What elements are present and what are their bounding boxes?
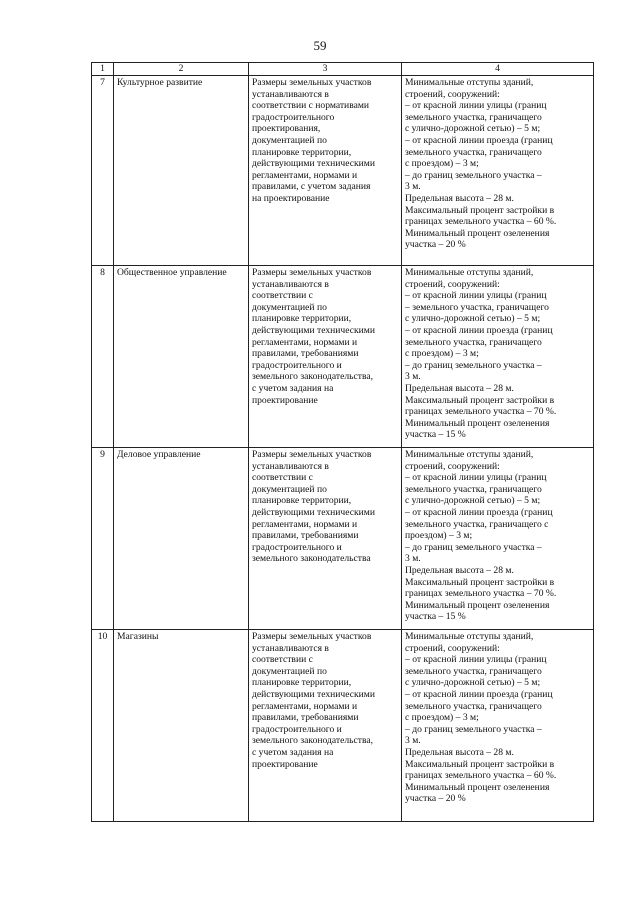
table-row <box>92 630 594 822</box>
cell-line: правилами, с учетом задания <box>252 181 371 193</box>
cell-line: правилами, требованиями <box>252 712 359 724</box>
cell-line: границах земельного участка – 60 %. <box>405 216 557 228</box>
cell-line: 3 м. <box>405 181 421 193</box>
cell-line: 3 м. <box>405 371 421 383</box>
plot-size-cell <box>249 448 402 630</box>
cell-line: соответствии с нормативами <box>252 100 370 112</box>
cell-line: земельного участка, граничащего <box>405 665 542 677</box>
cell-line: Минимальный процент озеленения <box>405 227 550 239</box>
table-row <box>92 266 594 448</box>
cell-line: действующими техническими <box>252 324 375 336</box>
cell-line: градостроительного и <box>252 723 342 735</box>
cell-line: проездом) – 3 м; <box>405 530 473 542</box>
cell-line: с улично-дорожной сетью) – 5 м; <box>405 313 541 325</box>
cell-line: правилами, требованиями <box>252 530 359 542</box>
zoning-table <box>91 62 594 822</box>
cell-line: регламентами, нормами и <box>252 518 358 530</box>
cell-line: правилами, требованиями <box>252 348 359 360</box>
cell-line: планировке территории, <box>252 495 352 507</box>
parameters-cell <box>402 266 594 448</box>
cell-line: градостроительного <box>252 111 335 123</box>
cell-line: – от красной линии проезда (границ <box>405 688 553 700</box>
cell-line: действующими техническими <box>252 688 375 700</box>
header-col-1: 1 <box>92 63 114 76</box>
cell-line: строений, сооружений: <box>405 88 500 100</box>
plot-size-cell <box>249 266 402 448</box>
cell-line: земельного участка, граничащего <box>405 111 542 123</box>
cell-line: – до границ земельного участка – <box>405 169 542 181</box>
cell-line: Минимальный процент озеленения <box>405 781 550 793</box>
cell-line: земельного законодательства, <box>252 371 374 383</box>
cell-line: – от красной линии улицы (границ <box>405 654 547 666</box>
cell-line: земельного законодательства, <box>252 735 374 747</box>
cell-line: Минимальные отступы зданий, <box>405 77 534 88</box>
cell-line: Минимальные отступы зданий, <box>405 267 534 278</box>
cell-line: проектирование <box>252 394 318 406</box>
table-row <box>92 448 594 630</box>
cell-line: 3 м. <box>405 735 421 747</box>
cell-line: земельного участка, граничащего с <box>405 518 549 530</box>
land-use-name: Магазины <box>114 630 249 822</box>
land-use-name: Деловое управление <box>114 448 249 630</box>
cell-line: 3 м. <box>405 553 421 565</box>
cell-line: соответствии с <box>252 290 313 302</box>
cell-line: земельного участка, граничащего <box>405 483 542 495</box>
cell-line: участка – 15 % <box>405 611 466 623</box>
land-use-name: Общественное управление <box>114 266 249 448</box>
land-use-name: Культурное развитие <box>114 76 249 266</box>
cell-line: регламентами, нормами и <box>252 336 358 348</box>
cell-line: Максимальный процент застройки в <box>405 576 555 588</box>
cell-line: – от красной линии улицы (границ <box>405 472 547 484</box>
row-number: 7 <box>92 76 114 266</box>
row-number: 10 <box>92 630 114 822</box>
row-number: 9 <box>92 448 114 630</box>
plot-size-cell <box>249 630 402 822</box>
cell-line: Максимальный процент застройки в <box>405 758 555 770</box>
header-col-2: 2 <box>114 63 249 76</box>
cell-line: границах земельного участка – 70 %. <box>405 588 557 600</box>
cell-line: Максимальный процент застройки в <box>405 204 555 216</box>
cell-line: Минимальные отступы зданий, <box>405 631 534 642</box>
cell-line: Размеры земельных участков <box>252 449 372 460</box>
cell-line: – от красной линии улицы (границ <box>405 100 547 112</box>
cell-line: проектирования, <box>252 123 321 135</box>
cell-line: документацией по <box>252 134 327 146</box>
cell-line: Предельная высота – 28 м. <box>405 564 514 576</box>
plot-size-cell <box>249 76 402 266</box>
cell-line: устанавливаются в <box>252 88 329 100</box>
cell-line: участка – 20 % <box>405 239 466 251</box>
cell-line: Размеры земельных участков <box>252 77 372 88</box>
parameters-cell <box>402 76 594 266</box>
cell-line: с учетом задания на <box>252 382 334 394</box>
header-col-4: 4 <box>402 63 594 76</box>
table-row <box>92 76 594 266</box>
cell-line: земельного участка, граничащего <box>405 700 542 712</box>
parameters-cell <box>402 448 594 630</box>
cell-line: границах земельного участка – 60 %. <box>405 770 557 782</box>
cell-line: документацией по <box>252 301 327 313</box>
cell-line: на проектирование <box>252 192 330 204</box>
header-col-3: 3 <box>249 63 402 76</box>
cell-line: Размеры земельных участков <box>252 267 372 278</box>
cell-line: устанавливаются в <box>252 278 329 290</box>
cell-line: с учетом задания на <box>252 746 334 758</box>
cell-line: с улично-дорожной сетью) – 5 м; <box>405 677 541 689</box>
cell-line: устанавливаются в <box>252 642 329 654</box>
cell-line: с проездом) – 3 м; <box>405 348 479 360</box>
cell-line: градостроительного и <box>252 359 342 371</box>
cell-line: документацией по <box>252 665 327 677</box>
cell-line: земельного участка, граничащего <box>405 336 542 348</box>
cell-line: – от красной линии улицы (границ <box>405 290 547 302</box>
cell-line: планировке территории, <box>252 146 352 158</box>
cell-line: строений, сооружений: <box>405 278 500 290</box>
cell-line: – до границ земельного участка – <box>405 359 542 371</box>
cell-line: Предельная высота – 28 м. <box>405 746 514 758</box>
cell-line: с улично-дорожной сетью) – 5 м; <box>405 495 541 507</box>
cell-line: – от красной линии проезда (границ <box>405 506 553 518</box>
cell-line: соответствии с <box>252 654 313 666</box>
cell-line: действующими техническими <box>252 158 375 170</box>
cell-line: регламентами, нормами и <box>252 169 358 181</box>
cell-line: документацией по <box>252 483 327 495</box>
cell-line: Минимальный процент озеленения <box>405 417 550 429</box>
cell-line: участка – 20 % <box>405 793 466 805</box>
cell-line: – земельного участка, граничащего <box>405 301 549 313</box>
cell-line: Предельная высота – 28 м. <box>405 382 514 394</box>
cell-line: с проездом) – 3 м; <box>405 158 479 170</box>
parameters-cell <box>402 630 594 822</box>
cell-line: проектирование <box>252 758 318 770</box>
page-number: 59 <box>313 38 327 53</box>
cell-line: регламентами, нормами и <box>252 700 358 712</box>
cell-line: земельного участка, граничащего <box>405 146 542 158</box>
cell-line: планировке территории, <box>252 677 352 689</box>
cell-line: земельного законодательства <box>252 553 371 565</box>
cell-line: Минимальный процент озеленения <box>405 599 550 611</box>
cell-line: устанавливаются в <box>252 460 329 472</box>
cell-line: соответствии с <box>252 472 313 484</box>
cell-line: участка – 15 % <box>405 429 466 441</box>
cell-line: с улично-дорожной сетью) – 5 м; <box>405 123 541 135</box>
cell-line: строений, сооружений: <box>405 642 500 654</box>
cell-line: с проездом) – 3 м; <box>405 712 479 724</box>
cell-line: действующими техническими <box>252 506 375 518</box>
cell-line: – до границ земельного участка – <box>405 723 542 735</box>
cell-line: строений, сооружений: <box>405 460 500 472</box>
cell-line: Максимальный процент застройки в <box>405 394 555 406</box>
cell-line: – от красной линии проезда (границ <box>405 324 553 336</box>
row-number: 8 <box>92 266 114 448</box>
cell-line: планировке территории, <box>252 313 352 325</box>
cell-line: – от красной линии проезда (границ <box>405 134 553 146</box>
cell-line: Предельная высота – 28 м. <box>405 192 514 204</box>
cell-line: границах земельного участка – 70 %. <box>405 406 557 418</box>
cell-line: Размеры земельных участков <box>252 631 372 642</box>
cell-line: Минимальные отступы зданий, <box>405 449 534 460</box>
table-header-row <box>92 63 594 76</box>
cell-line: градостроительного и <box>252 541 342 553</box>
cell-line: – до границ земельного участка – <box>405 541 542 553</box>
